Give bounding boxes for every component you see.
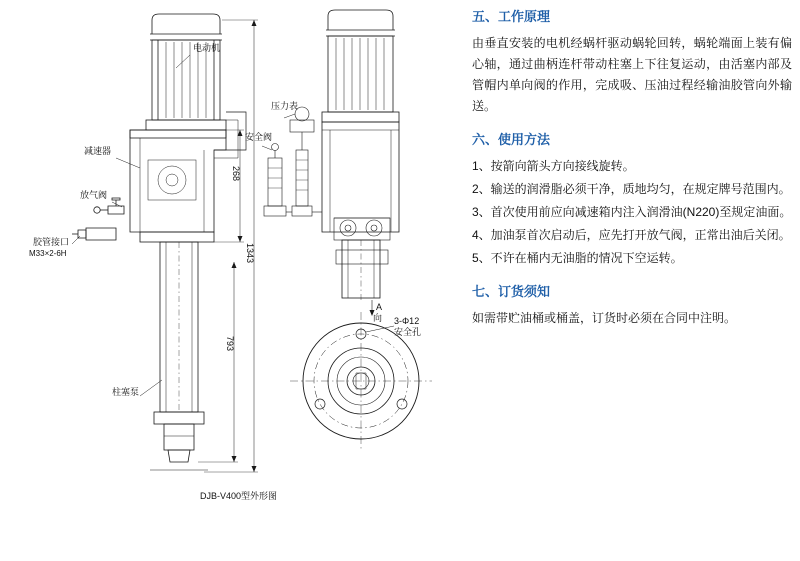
section-usage bbox=[472, 131, 792, 269]
label-bolt-hole-name: 安全孔 bbox=[394, 327, 422, 337]
label-pressure-gauge: 压力表 bbox=[271, 101, 299, 111]
drawing-caption: DJB-V400型外形图 bbox=[200, 491, 278, 501]
label-bolt-hole-spec: 3-Φ12 bbox=[394, 316, 420, 326]
usage-item-1: 1、按箭向箭头方向接线旋转。 bbox=[472, 159, 635, 173]
label-view-a: A bbox=[376, 302, 383, 312]
section-title-working-principle: 五、工作原理 bbox=[472, 9, 551, 24]
usage-item-5: 5、不许在桶内无油脂的情况下空运转。 bbox=[472, 251, 683, 265]
label-thread-spec: M33×2-6H bbox=[29, 249, 67, 258]
label-air-bleed-valve: 放气阀 bbox=[80, 190, 108, 200]
section-ordering-notice bbox=[472, 283, 792, 329]
dimension-793: 793 bbox=[225, 336, 235, 352]
label-view-a-direction: 向 bbox=[373, 313, 383, 323]
label-hose-connector: 胶管接口 bbox=[33, 237, 70, 247]
label-reducer: 减速器 bbox=[84, 146, 112, 156]
label-plunger-pump: 柱塞泵 bbox=[112, 387, 140, 397]
ordering-notice-paragraph: 如需带贮油桶或桶盖，订货时必须在合同中注明。 bbox=[472, 311, 737, 325]
text-column bbox=[472, 8, 792, 331]
usage-item-3: 3、首次使用前应向减速箱内注入润滑油(N220)至规定油面。 bbox=[472, 205, 792, 219]
working-principle-paragraph: 由垂直安装的电机经蜗杆驱动蜗轮回转，蜗轮端面上装有偏心轴，通过曲柄连杆带动柱塞上下往复运动，由活塞内部及管帽内单向阀的作用，完成吸、压油过程经输油胶管向外输送。 bbox=[472, 36, 792, 113]
usage-item-4: 4、加油泵首次启动后，应先打开放气阀，正常出油后关闭。 bbox=[472, 228, 791, 242]
section-title-usage: 六、使用方法 bbox=[472, 132, 551, 147]
label-motor: 电动机 bbox=[193, 43, 221, 53]
usage-item-2: 2、输送的润滑脂必须干净，质地均匀，在规定牌号范围内。 bbox=[472, 182, 791, 196]
label-safety-valve: 安全阀 bbox=[245, 132, 273, 142]
dimension-268: 268 bbox=[231, 166, 241, 182]
dimension-1343: 1343 bbox=[245, 243, 255, 264]
section-working-principle bbox=[472, 8, 792, 117]
section-title-ordering-notice: 七、订货须知 bbox=[472, 284, 551, 299]
